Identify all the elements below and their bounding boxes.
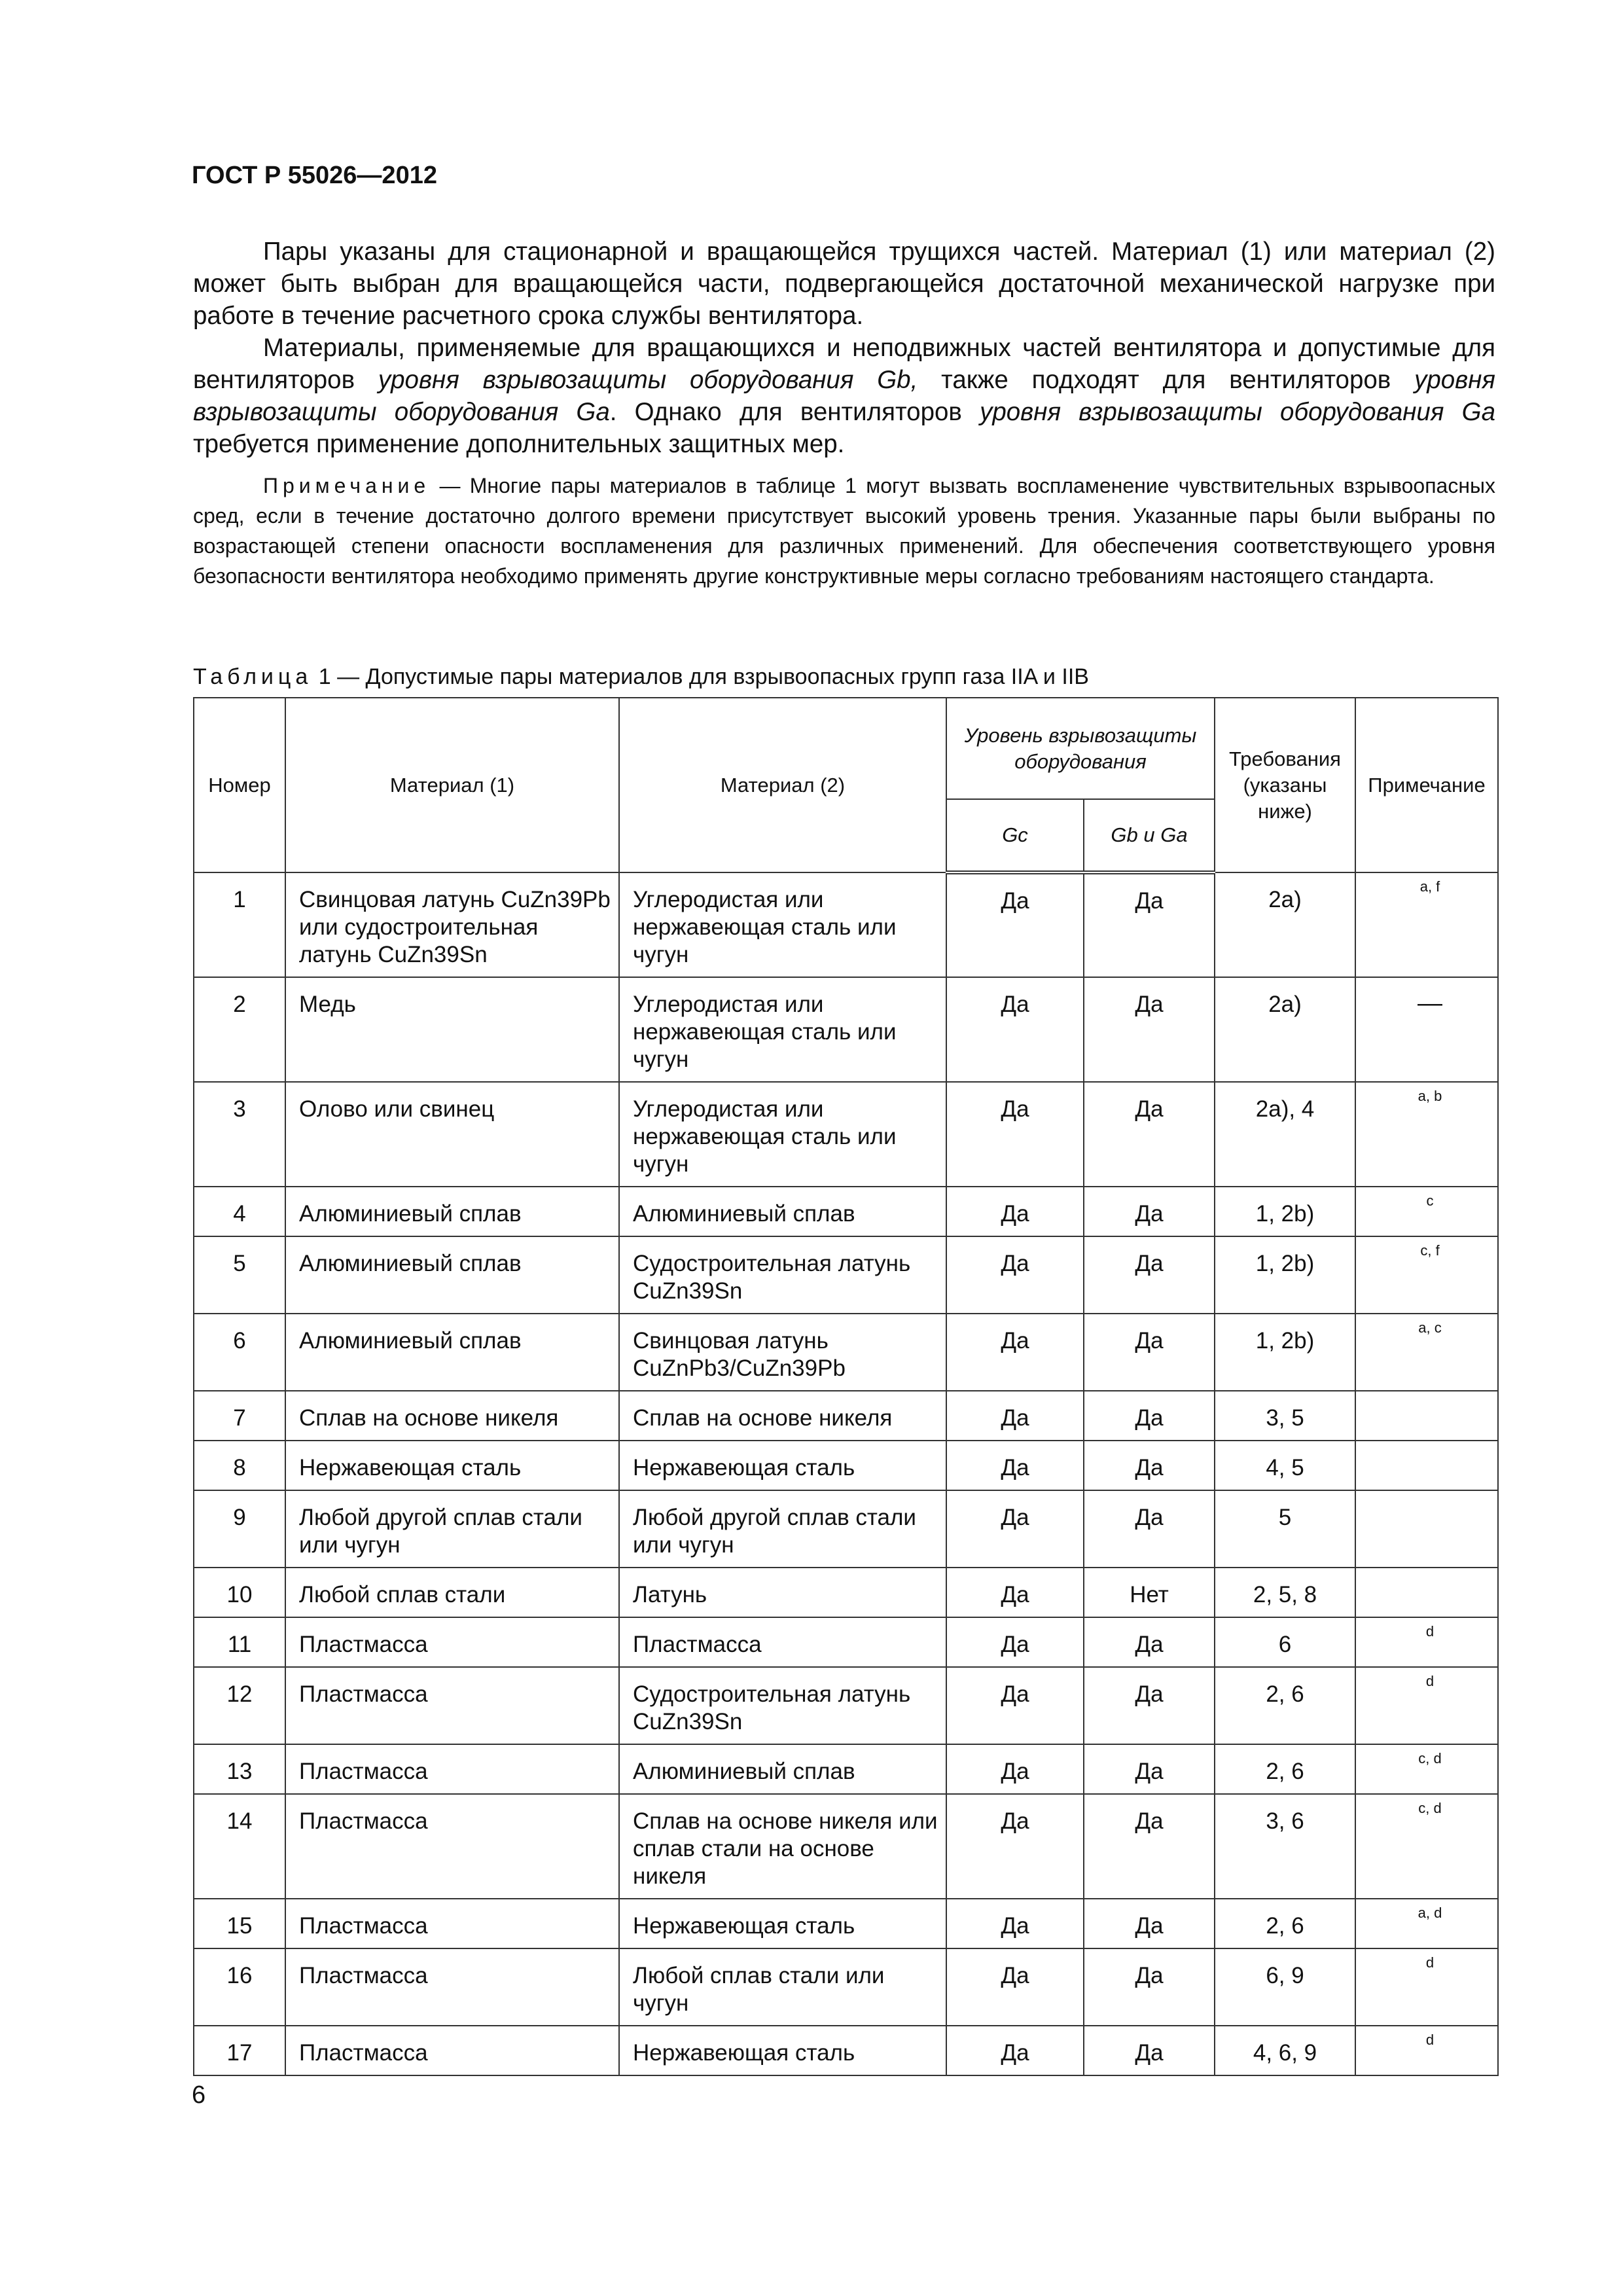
cell-material-1: Сплав на основе никеля bbox=[285, 1391, 619, 1441]
cell-note bbox=[1355, 1948, 1498, 2026]
cell-gb-ga: Да bbox=[1084, 1441, 1215, 1490]
cell-number: 6 bbox=[194, 1314, 285, 1391]
cell-gb-ga: Да bbox=[1084, 1617, 1215, 1667]
paragraph-2-part-a: Материалы, применяемые для вращающихся и неподвижных частей вентилятора и допустимые для вентиляторов bbox=[193, 334, 1495, 394]
cell-requirements: 3, 5 bbox=[1215, 1391, 1355, 1441]
cell-requirements: 4, 6, 9 bbox=[1215, 2026, 1355, 2075]
cell-number: 2 bbox=[194, 977, 285, 1082]
cell-number: 9 bbox=[194, 1490, 285, 1568]
table-row bbox=[194, 1617, 1498, 1667]
cell-gb-ga: Нет bbox=[1084, 1568, 1215, 1617]
cell-note bbox=[1355, 1667, 1498, 1744]
cell-gb-ga: Да bbox=[1084, 1948, 1215, 2026]
cell-requirements: 2, 6 bbox=[1215, 1667, 1355, 1744]
cell-number: 8 bbox=[194, 1441, 285, 1490]
cell-note bbox=[1355, 1391, 1498, 1441]
cell-material-2: Углеродистая или нержавеющая сталь или чугун bbox=[619, 872, 946, 977]
table-row bbox=[194, 1899, 1498, 1948]
cell-requirements: 1, 2b) bbox=[1215, 1314, 1355, 1391]
cell-material-2: Углеродистая или нержавеющая сталь или чугун bbox=[619, 977, 946, 1082]
cell-note bbox=[1355, 2026, 1498, 2075]
cell-requirements: 2, 6 bbox=[1215, 1744, 1355, 1794]
table-row bbox=[194, 1568, 1498, 1617]
cell-material-2: Судостроительная латунь CuZn39Sn bbox=[619, 1667, 946, 1744]
cell-material-1: Свинцовая латунь CuZn39Pb или судостроительная латунь CuZn39Sn bbox=[285, 872, 619, 977]
cell-note bbox=[1355, 872, 1498, 977]
cell-gc: Да bbox=[946, 872, 1084, 977]
footnote-marker: c, d bbox=[1418, 1750, 1442, 1767]
footnote-marker: c, d bbox=[1418, 1800, 1442, 1816]
footnote-marker: c bbox=[1426, 1193, 1434, 1209]
cell-material-1: Нержавеющая сталь bbox=[285, 1441, 619, 1490]
cell-number: 17 bbox=[194, 2026, 285, 2075]
table-row bbox=[194, 1490, 1498, 1568]
cell-gb-ga: Да bbox=[1084, 2026, 1215, 2075]
footnote-marker: a, c bbox=[1418, 1319, 1442, 1336]
cell-requirements: 2, 5, 8 bbox=[1215, 1568, 1355, 1617]
cell-note: — bbox=[1355, 977, 1498, 1082]
cell-gc: Да bbox=[946, 1744, 1084, 1794]
cell-note bbox=[1355, 1568, 1498, 1617]
footnote-marker: c, f bbox=[1420, 1242, 1440, 1259]
footnote-marker: d bbox=[1425, 1623, 1435, 1640]
cell-material-1: Пластмасса bbox=[285, 1948, 619, 2026]
footnote-marker: d bbox=[1425, 1954, 1435, 1971]
cell-gc: Да bbox=[946, 1617, 1084, 1667]
paragraph-2-part-e: . Однако для вентиляторов bbox=[609, 398, 980, 426]
cell-gb-ga: Да bbox=[1084, 1794, 1215, 1899]
table-row bbox=[194, 1314, 1498, 1391]
cell-gc: Да bbox=[946, 1391, 1084, 1441]
cell-gc: Да bbox=[946, 2026, 1084, 2075]
cell-number: 14 bbox=[194, 1794, 285, 1899]
table-row bbox=[194, 1948, 1498, 2026]
cell-material-2: Алюминиевый сплав bbox=[619, 1187, 946, 1236]
cell-gb-ga: Да bbox=[1084, 1314, 1215, 1391]
cell-gc: Да bbox=[946, 1187, 1084, 1236]
table-row bbox=[194, 1441, 1498, 1490]
table-caption-label: Таблица bbox=[193, 664, 313, 689]
cell-requirements: 6 bbox=[1215, 1617, 1355, 1667]
cell-material-1: Олово или свинец bbox=[285, 1082, 619, 1187]
cell-material-1: Пластмасса bbox=[285, 1794, 619, 1899]
cell-gc: Да bbox=[946, 1899, 1084, 1948]
cell-number: 15 bbox=[194, 1899, 285, 1948]
cell-gc: Да bbox=[946, 1568, 1084, 1617]
cell-number: 5 bbox=[194, 1236, 285, 1314]
cell-requirements: 4, 5 bbox=[1215, 1441, 1355, 1490]
cell-note bbox=[1355, 1744, 1498, 1794]
cell-gb-ga: Да bbox=[1084, 1667, 1215, 1744]
materials-table bbox=[193, 697, 1499, 2076]
header-gc: Gc bbox=[946, 799, 1084, 872]
paragraph-1: Пары указаны для стационарной и вращающейся трущихся частей. Материал (1) или материал (2) может быть выбран для вращающейся части, подвергающейся достаточной механической нагрузке при работе в течение расчетного срока службы вентилятора. bbox=[193, 238, 1495, 330]
footnote-marker: a, d bbox=[1418, 1905, 1442, 1921]
cell-number: 3 bbox=[194, 1082, 285, 1187]
body-text bbox=[193, 236, 1495, 591]
cell-material-1: Любой сплав стали bbox=[285, 1568, 619, 1617]
cell-material-1: Алюминиевый сплав bbox=[285, 1187, 619, 1236]
table-row bbox=[194, 1744, 1498, 1794]
footnote-marker: d bbox=[1425, 2032, 1435, 2048]
cell-note bbox=[1355, 1441, 1498, 1490]
table-row bbox=[194, 1187, 1498, 1236]
standard-header: ГОСТ Р 55026—2012 bbox=[192, 162, 437, 189]
cell-material-2: Любой сплав стали или чугун bbox=[619, 1948, 946, 2026]
paragraph-2 bbox=[193, 332, 1495, 460]
cell-gc: Да bbox=[946, 1794, 1084, 1899]
cell-material-2: Сплав на основе никеля или сплав стали на основе никеля bbox=[619, 1794, 946, 1899]
cell-material-1: Любой другой сплав стали или чугун bbox=[285, 1490, 619, 1568]
cell-gc: Да bbox=[946, 1490, 1084, 1568]
cell-gc: Да bbox=[946, 1667, 1084, 1744]
cell-material-1: Пластмасса bbox=[285, 1899, 619, 1948]
page-number: 6 bbox=[192, 2081, 206, 2109]
cell-material-2: Нержавеющая сталь bbox=[619, 1441, 946, 1490]
cell-gc: Да bbox=[946, 1948, 1084, 2026]
cell-gb-ga: Да bbox=[1084, 1082, 1215, 1187]
cell-material-1: Медь bbox=[285, 977, 619, 1082]
header-gb-ga: Gb и Ga bbox=[1084, 799, 1215, 872]
cell-material-2: Нержавеющая сталь bbox=[619, 2026, 946, 2075]
cell-requirements: 2a), 4 bbox=[1215, 1082, 1355, 1187]
cell-requirements: 2a) bbox=[1215, 872, 1355, 977]
table-row bbox=[194, 2026, 1498, 2075]
table-row bbox=[194, 872, 1498, 977]
cell-number: 10 bbox=[194, 1568, 285, 1617]
paragraph-2-part-d: уровня взрывозащиты оборудования Ga bbox=[193, 366, 1495, 426]
cell-material-1: Алюминиевый сплав bbox=[285, 1236, 619, 1314]
cell-gb-ga: Да bbox=[1084, 872, 1215, 977]
cell-material-2: Любой другой сплав стали или чугун bbox=[619, 1490, 946, 1568]
cell-material-1: Пластмасса bbox=[285, 1667, 619, 1744]
cell-number: 7 bbox=[194, 1391, 285, 1441]
cell-number: 11 bbox=[194, 1617, 285, 1667]
cell-material-2: Судостроительная латунь CuZn39Sn bbox=[619, 1236, 946, 1314]
cell-material-1: Пластмасса bbox=[285, 1617, 619, 1667]
cell-note bbox=[1355, 1490, 1498, 1568]
cell-material-1: Пластмасса bbox=[285, 2026, 619, 2075]
cell-requirements: 1, 2b) bbox=[1215, 1187, 1355, 1236]
table-row bbox=[194, 1794, 1498, 1899]
cell-requirements: 1, 2b) bbox=[1215, 1236, 1355, 1314]
table-body bbox=[194, 872, 1498, 2075]
table-row bbox=[194, 1236, 1498, 1314]
cell-gb-ga: Да bbox=[1084, 1236, 1215, 1314]
cell-number: 4 bbox=[194, 1187, 285, 1236]
header-note: Примечание bbox=[1355, 698, 1498, 872]
table-row bbox=[194, 1082, 1498, 1187]
note-paragraph bbox=[193, 471, 1495, 591]
cell-number: 13 bbox=[194, 1744, 285, 1794]
cell-requirements: 2, 6 bbox=[1215, 1899, 1355, 1948]
cell-note bbox=[1355, 1617, 1498, 1667]
cell-gb-ga: Да bbox=[1084, 1490, 1215, 1568]
header-material-1: Материал (1) bbox=[285, 698, 619, 872]
footnote-marker: a, b bbox=[1418, 1088, 1442, 1104]
cell-material-2: Пластмасса bbox=[619, 1617, 946, 1667]
header-protection-level: Уровень взрывозащиты оборудования bbox=[946, 698, 1215, 799]
table-caption-text: 1 — Допустимые пары материалов для взрывоопасных групп газа IIA и IIB bbox=[312, 664, 1089, 689]
cell-gb-ga: Да bbox=[1084, 1744, 1215, 1794]
cell-gb-ga: Да bbox=[1084, 977, 1215, 1082]
cell-gc: Да bbox=[946, 1236, 1084, 1314]
header-number: Номер bbox=[194, 698, 285, 872]
table-row bbox=[194, 1391, 1498, 1441]
cell-material-2: Алюминиевый сплав bbox=[619, 1744, 946, 1794]
cell-material-2: Углеродистая или нержавеющая сталь или чугун bbox=[619, 1082, 946, 1187]
cell-requirements: 5 bbox=[1215, 1490, 1355, 1568]
table-row bbox=[194, 1667, 1498, 1744]
header-material-2: Материал (2) bbox=[619, 698, 946, 872]
cell-requirements: 6, 9 bbox=[1215, 1948, 1355, 2026]
cell-note bbox=[1355, 1794, 1498, 1899]
cell-number: 12 bbox=[194, 1667, 285, 1744]
cell-material-1: Алюминиевый сплав bbox=[285, 1314, 619, 1391]
note-text: — Многие пары материалов в таблице 1 могут вызвать воспламенение чувствительных взрывоопасных сред, если в течение достаточно долгого времени присутствует высокий уровень трения. Указанные пары были выбраны по возрастающей степени опасности воспламенения для различных применений. Для обеспечения соответствующего уровня безопасности вентилятора необходимо применять другие конструктивные меры согласно требованиям настоящего стандарта. bbox=[193, 474, 1495, 588]
cell-material-2: Свинцовая латунь CuZnPb3/CuZn39Pb bbox=[619, 1314, 946, 1391]
cell-requirements: 3, 6 bbox=[1215, 1794, 1355, 1899]
paragraph-2-part-c: также подходят для вентиляторов bbox=[918, 366, 1415, 394]
cell-note bbox=[1355, 1082, 1498, 1187]
cell-note bbox=[1355, 1187, 1498, 1236]
table-row bbox=[194, 977, 1498, 1082]
cell-number: 16 bbox=[194, 1948, 285, 2026]
note-label: Примечание bbox=[263, 474, 431, 497]
table-caption bbox=[193, 664, 1089, 690]
cell-material-2: Латунь bbox=[619, 1568, 946, 1617]
cell-gb-ga: Да bbox=[1084, 1391, 1215, 1441]
cell-gb-ga: Да bbox=[1084, 1899, 1215, 1948]
cell-gc: Да bbox=[946, 977, 1084, 1082]
footnote-marker: d bbox=[1425, 1673, 1435, 1689]
cell-material-2: Сплав на основе никеля bbox=[619, 1391, 946, 1441]
cell-note bbox=[1355, 1236, 1498, 1314]
cell-material-2: Нержавеющая сталь bbox=[619, 1899, 946, 1948]
cell-gc: Да bbox=[946, 1082, 1084, 1187]
header-requirements: Требования (указаны ниже) bbox=[1215, 698, 1355, 872]
cell-material-1: Пластмасса bbox=[285, 1744, 619, 1794]
cell-number: 1 bbox=[194, 872, 285, 977]
cell-requirements: 2a) bbox=[1215, 977, 1355, 1082]
cell-gc: Да bbox=[946, 1314, 1084, 1391]
paragraph-2-part-g: требуется применение дополнительных защитных мер. bbox=[193, 430, 845, 458]
cell-note bbox=[1355, 1899, 1498, 1948]
footnote-marker: a, f bbox=[1419, 878, 1440, 895]
cell-note bbox=[1355, 1314, 1498, 1391]
cell-gb-ga: Да bbox=[1084, 1187, 1215, 1236]
paragraph-2-part-b: уровня взрывозащиты оборудования Gb, bbox=[378, 366, 918, 394]
cell-gc: Да bbox=[946, 1441, 1084, 1490]
paragraph-2-part-f: уровня взрывозащиты оборудования Ga bbox=[980, 398, 1495, 426]
